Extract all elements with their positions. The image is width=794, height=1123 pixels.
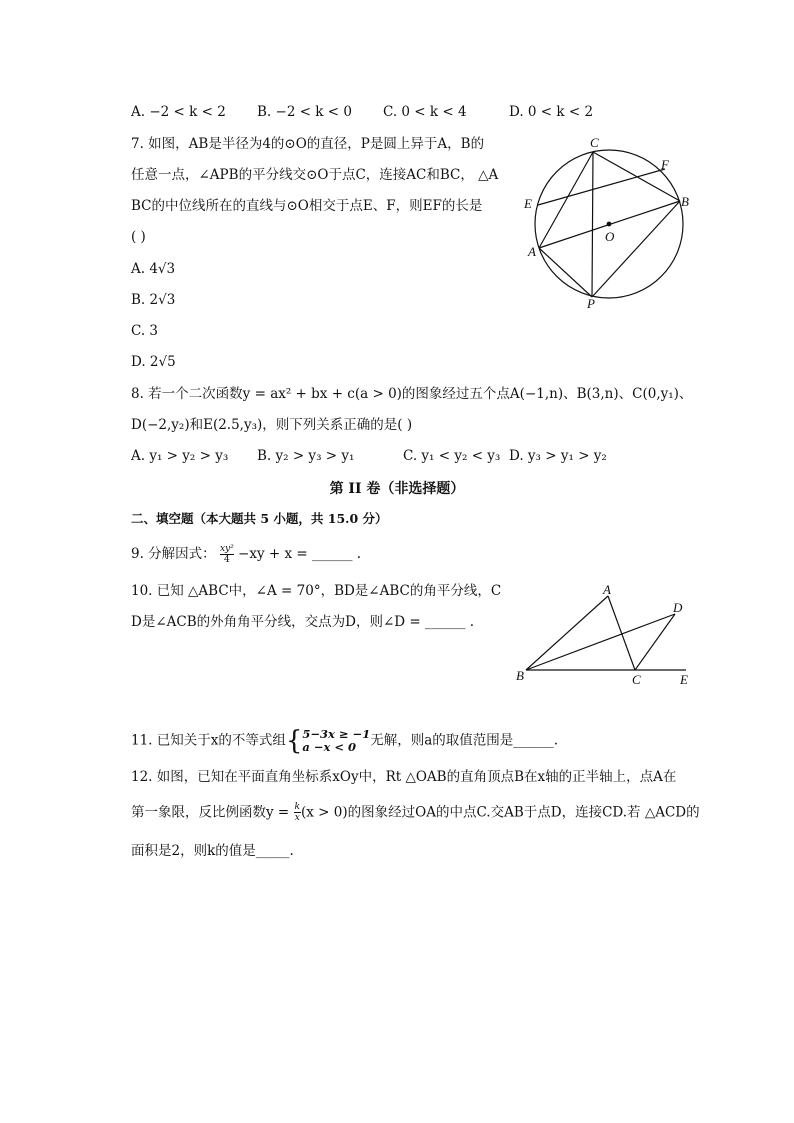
- q8-option-b: B. y₂ > y₃ > y₁: [257, 448, 355, 464]
- q9-line: [131, 544, 361, 565]
- q10-line-1: 10. 已知 △ABC中，∠A = 70°，BD是∠ABC的角平分线，C: [131, 583, 502, 599]
- q9-frac-num: xy²: [219, 544, 234, 554]
- section-subtitle: 二、填空题（本大题共 5 小题，共 15.0 分）: [131, 511, 388, 526]
- q10-label-e: E: [680, 672, 688, 687]
- q6-option-c: C. 0 < k < 4: [383, 104, 467, 120]
- q8-option-a: A. y₁ > y₂ > y₃: [131, 448, 229, 464]
- q12-line-2-prefix: 第一象限，反比例函数y =: [131, 804, 294, 821]
- q8-option-c: C. y₁ < y₂ < y₃: [403, 448, 501, 464]
- q12-frac-num: k: [294, 802, 300, 812]
- q7-label-b: B: [681, 194, 689, 209]
- q11-line: [131, 726, 558, 755]
- q6-option-a: A. −2 < k < 2: [131, 104, 226, 120]
- q7-line-2: 任意一点，∠APB的平分线交⊙O于点C，连接AC和BC， △A: [131, 167, 499, 183]
- q9-fraction: [220, 544, 234, 565]
- q11-system: [302, 728, 370, 754]
- q11-suffix: 无解，则a的取值范围是______.: [370, 732, 559, 749]
- q6-options: [131, 102, 601, 122]
- q12-line-2-suffix: (x > 0)的图象经过OA的中点C.交AB于点D，连接CD.若 △ACD的: [301, 804, 700, 821]
- q7-line-1: 7. 如图，AB是半径为4的⊙O的直径，P是圆上异于A，B的: [131, 136, 485, 152]
- q8-line-1: 8. 若一个二次函数y = ax² + bx + c(a > 0)的图象经过五个点A(−1,n)、B(3,n)、C(0,y₁)、: [131, 386, 693, 402]
- q11-brace: {: [285, 725, 303, 756]
- q7-label-o: O: [605, 229, 615, 244]
- q10-label-d: D: [673, 600, 683, 615]
- q12-frac-den: x: [294, 813, 300, 823]
- q9-prefix: 9. 分解因式：: [131, 546, 216, 562]
- q12-line-2: [131, 800, 700, 825]
- q7-option-a: A. 4√3: [131, 261, 176, 277]
- q7-label-c: C: [590, 135, 599, 150]
- q7-label-a: A: [528, 244, 536, 259]
- q7-option-b: B. 2√3: [131, 292, 176, 308]
- q11-inequality-1: 5−3x ≥ −1: [302, 726, 371, 741]
- q10-label-c: C: [632, 672, 641, 687]
- q9-frac-den: 4: [223, 555, 230, 565]
- q10-label-a: A: [603, 582, 611, 597]
- q11-inequality-2: a −x < 0: [302, 739, 357, 754]
- q10-triangle-figure: [510, 580, 700, 690]
- q7-label-f: F: [661, 157, 669, 172]
- q6-option-b: B. −2 < k < 0: [257, 104, 352, 120]
- q8-option-d: D. y₃ > y₁ > y₂: [509, 448, 607, 464]
- q6-option-d: D. 0 < k < 2: [509, 104, 594, 120]
- section-title: 第 II 卷（非选择题）: [329, 481, 465, 497]
- q10-line-2: D是∠ACB的外角角平分线，交点为D，则∠D = ______ .: [131, 614, 475, 630]
- q8-options: [131, 446, 651, 466]
- q10-label-b: B: [516, 668, 524, 683]
- q9-suffix: −xy + x = ______ .: [238, 546, 362, 562]
- q7-label-p: P: [587, 296, 595, 311]
- q11-prefix: 11. 已知关于x的不等式组: [131, 732, 286, 749]
- q12-fraction: [294, 802, 301, 823]
- q7-line-3: BC的中位线所在的直线与⊙O相交于点E、F，则EF的长是: [131, 198, 483, 214]
- q7-option-c: C. 3: [131, 323, 159, 339]
- q7-line-4: ( ): [131, 229, 146, 245]
- q12-line-1: 12. 如图，已知在平面直角坐标系xOy中，Rt △OAB的直角顶点B在x轴的正半轴上，点A在: [131, 769, 677, 785]
- q12-line-3: 面积是2，则k的值是_____.: [131, 843, 294, 859]
- q7-label-e: E: [524, 196, 532, 211]
- q8-line-2: D(−2,y₂)和E(2.5,y₃)，则下列关系正确的是( ): [131, 417, 413, 433]
- q7-option-d: D. 2√5: [131, 354, 176, 370]
- q7-circle-figure: [522, 135, 702, 315]
